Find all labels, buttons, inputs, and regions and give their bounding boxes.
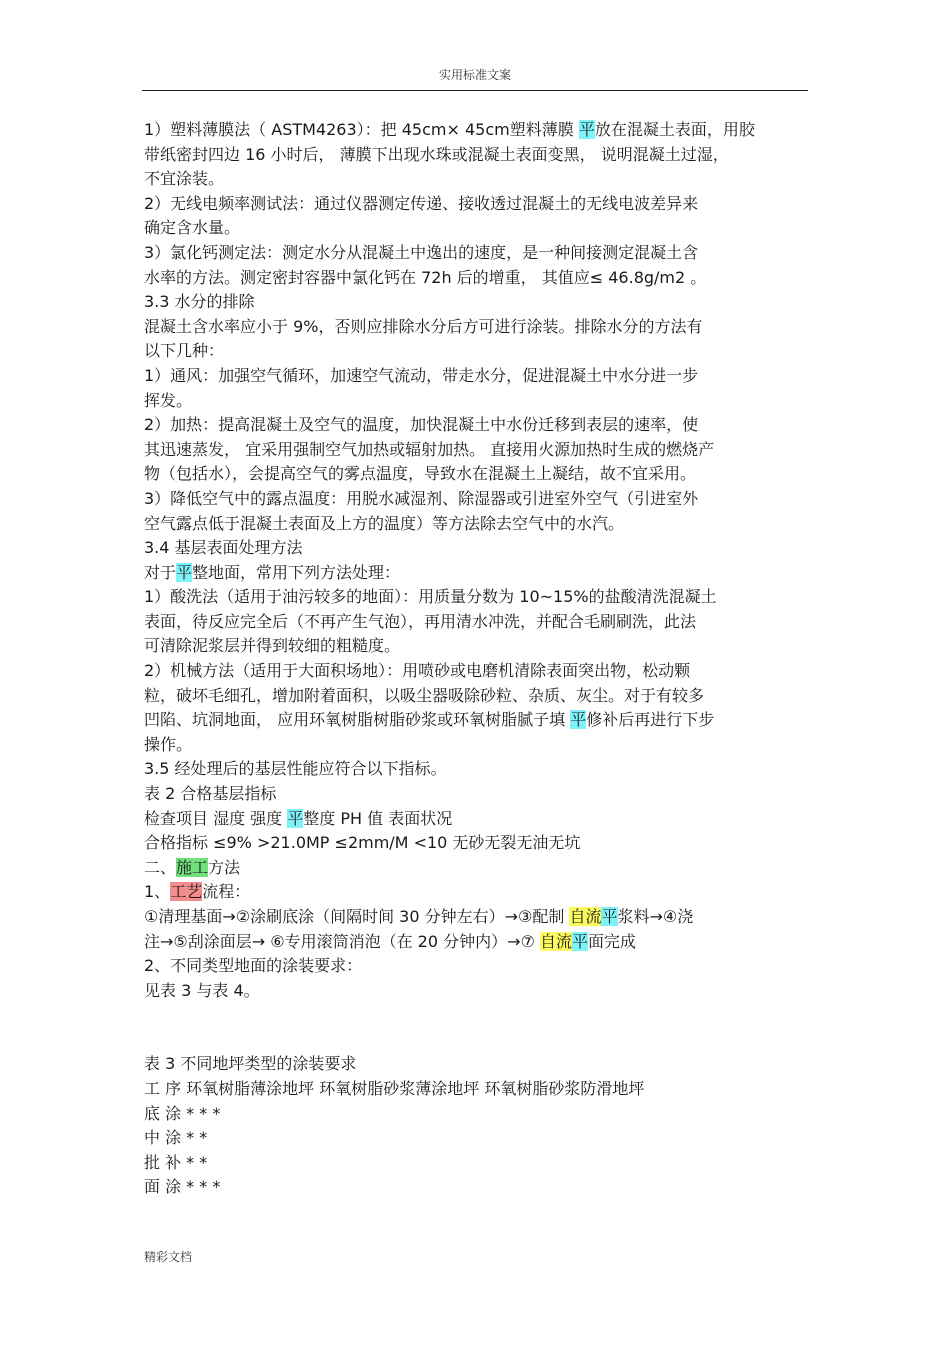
text-segment: 混凝土含水率应小于 9%，否则应排除水分后方可进行涂装。排除水分的方法有 xyxy=(144,316,703,336)
text-segment: 物（包括水），会提高空气的雾点温度，导致水在混凝土上凝结，故不宜采用。 xyxy=(144,464,697,484)
text-segment: 工 序 环氧树脂薄涂地坪 环氧树脂砂浆薄涂地坪 环氧树脂砂浆防滑地坪 xyxy=(144,1078,645,1098)
text-segment: 整度 PH 值 表面状况 xyxy=(303,808,453,828)
text-segment: 3）氯化钙测定法：测定水分从混凝土中逸出的速度，是一种间接测定混凝土含 xyxy=(144,242,699,262)
text-segment: 1、 xyxy=(144,882,171,902)
text-segment: 整地面，常用下列方法处理： xyxy=(192,562,401,582)
text-segment: 空气露点低于混凝土表面及上方的温度）等方法除去空气中的水汽。 xyxy=(144,513,625,533)
text-line xyxy=(144,167,810,192)
text-segment: 表 3 不同地坪类型的涂装要求 xyxy=(144,1054,357,1074)
text-segment: ①清理基面→②涂刷底涂（间隔时间 30 分钟左右）→③配制 xyxy=(144,907,570,926)
highlighted-text: 平 xyxy=(570,710,587,730)
text-line xyxy=(144,979,810,1004)
text-line xyxy=(144,512,810,537)
text-segment: 不宜涂装。 xyxy=(144,169,225,189)
text-line xyxy=(144,954,810,979)
text-line xyxy=(144,733,810,758)
text-segment: 对于 xyxy=(144,562,177,582)
text-segment: 2）加热：提高混凝土及空气的温度，加快混凝土中水份迁移到表层的速率，使 xyxy=(144,415,699,435)
text-segment: 见表 3 与表 4。 xyxy=(144,980,260,1000)
text-line xyxy=(144,659,810,684)
text-segment: 批 补 * * xyxy=(144,1152,208,1172)
text-segment: 粒，破坏毛细孔，增加附着面积，以吸尘器吸除砂粒、杂质、灰尘。对于有较多 xyxy=(144,685,705,705)
text-line xyxy=(144,930,810,955)
document-body xyxy=(144,118,810,1200)
text-line xyxy=(144,1077,810,1102)
text-line xyxy=(144,807,810,832)
text-line xyxy=(144,1052,810,1077)
highlighted-text: 平 xyxy=(601,907,618,926)
text-segment: 合格指标 ≤9% >21.0MP ≤2mm/M <10 无砂无裂无油无坑 xyxy=(144,833,581,853)
text-line xyxy=(144,364,810,389)
text-line xyxy=(144,684,810,709)
text-line xyxy=(144,143,810,168)
text-line xyxy=(144,1175,810,1200)
text-line xyxy=(144,290,810,315)
text-line xyxy=(144,487,810,512)
header-divider xyxy=(142,90,808,91)
text-segment: 操作。 xyxy=(144,734,193,754)
text-segment: 2、不同类型地面的涂装要求： xyxy=(144,956,363,976)
text-line xyxy=(144,315,810,340)
text-segment: 带纸密封四边 16 小时后， 薄膜下出现水珠或混凝土表面变黑， 说明混凝土过湿， xyxy=(144,144,729,164)
text-segment: 3）降低空气中的露点温度：用脱水减湿剂、除湿器或引进室外空气（引进室外 xyxy=(144,488,699,508)
text-line xyxy=(144,216,810,241)
text-line xyxy=(144,339,810,364)
text-segment: 以下几种： xyxy=(144,341,225,361)
text-line xyxy=(144,561,810,586)
text-line xyxy=(144,880,810,905)
text-segment: 1）酸洗法（适用于油污较多的地面）：用质量分数为 10~15%的盐酸清洗混凝土 xyxy=(144,587,717,607)
text-segment: 中 涂 * * xyxy=(144,1128,208,1148)
text-line xyxy=(144,413,810,438)
text-line xyxy=(144,585,810,610)
text-line xyxy=(144,192,810,217)
highlighted-text: 自流 xyxy=(569,907,602,926)
text-line xyxy=(144,831,810,856)
text-segment: 其迅速蒸发， 宜采用强制空气加热或辐射加热。 直接用火源加热时生成的燃烧产 xyxy=(144,439,715,459)
text-segment: 可清除泥浆层并得到较细的粗糙度。 xyxy=(144,636,401,656)
text-line xyxy=(144,757,810,782)
text-segment: 挥发。 xyxy=(144,390,193,410)
text-segment: 3.5 经处理后的基层性能应符合以下指标。 xyxy=(144,759,447,779)
highlighted-text: 工艺 xyxy=(170,882,203,902)
text-segment: 2）机械方法（适用于大面积场地）：用喷砂或电磨机清除表面突出物，松动颗 xyxy=(144,661,691,681)
highlighted-text: 平 xyxy=(578,120,595,139)
text-segment: 流程： xyxy=(202,882,251,902)
text-line xyxy=(144,389,810,414)
text-line xyxy=(144,1126,810,1151)
text-segment: 注→⑤刮涂面层→ ⑥专用滚筒消泡（在 20 分钟内）→⑦ xyxy=(144,931,540,951)
text-segment: 1）塑料薄膜法（ ASTM4263）：把 45cm× 45cm塑料薄膜 xyxy=(144,120,579,139)
highlighted-text: 施工 xyxy=(176,857,209,877)
text-segment: 面 涂 * * * xyxy=(144,1177,221,1197)
text-segment: 1）通风：加强空气循环，加速空气流动，带走水分，促进混凝土中水分进一步 xyxy=(144,365,699,385)
text-segment: 方法 xyxy=(208,857,241,877)
text-line xyxy=(144,610,810,635)
text-line xyxy=(144,118,810,143)
text-segment: 浆料→④浇 xyxy=(617,907,694,926)
text-line xyxy=(144,708,810,733)
text-segment: 检查项目 湿度 强度 xyxy=(144,808,288,828)
text-segment: 3.3 水分的排除 xyxy=(144,292,255,312)
highlighted-text: 自流 xyxy=(539,931,572,951)
text-line xyxy=(144,1102,810,1127)
highlighted-text: 平 xyxy=(176,562,193,582)
text-line xyxy=(144,266,810,291)
blank-gap xyxy=(144,1003,810,1052)
text-segment: 修补后再进行下步 xyxy=(586,710,715,730)
page-header-title: 实用标准文案 xyxy=(438,68,511,82)
text-segment: 2）无线电频率测试法：通过仪器测定传递、接收透过混凝土的无线电波差异来 xyxy=(144,193,699,213)
text-line xyxy=(144,856,810,881)
text-segment: 凹陷、坑洞地面， 应用环氧树脂树脂砂浆或环氧树脂腻子填 xyxy=(144,710,571,730)
text-line xyxy=(144,536,810,561)
text-segment: 3.4 基层表面处理方法 xyxy=(144,538,303,558)
text-line xyxy=(144,241,810,266)
text-line xyxy=(144,1151,810,1176)
text-line xyxy=(144,905,810,930)
highlighted-text: 平 xyxy=(287,808,304,828)
text-line xyxy=(144,438,810,463)
text-segment: 二、 xyxy=(144,857,177,877)
text-line xyxy=(144,782,810,807)
text-segment: 表面，待反应完全后（不再产生气泡），再用清水冲洗，并配合毛刷刷洗，此法 xyxy=(144,611,697,631)
text-line xyxy=(144,462,810,487)
text-segment: 放在混凝土表面，用胶 xyxy=(594,120,755,139)
text-segment: 水率的方法。测定密封容器中氯化钙在 72h 后的增重， 其值应≤ 46.8g/m2 。 xyxy=(144,267,707,287)
page-footer: 精彩文档 xyxy=(144,1250,193,1264)
text-segment: 确定含水量。 xyxy=(144,218,241,238)
text-segment: 表 2 合格基层指标 xyxy=(144,784,277,804)
text-line xyxy=(144,634,810,659)
highlighted-text: 平 xyxy=(571,931,588,951)
text-segment: 底 涂 * * * xyxy=(144,1103,221,1123)
text-segment: 面完成 xyxy=(588,931,637,951)
